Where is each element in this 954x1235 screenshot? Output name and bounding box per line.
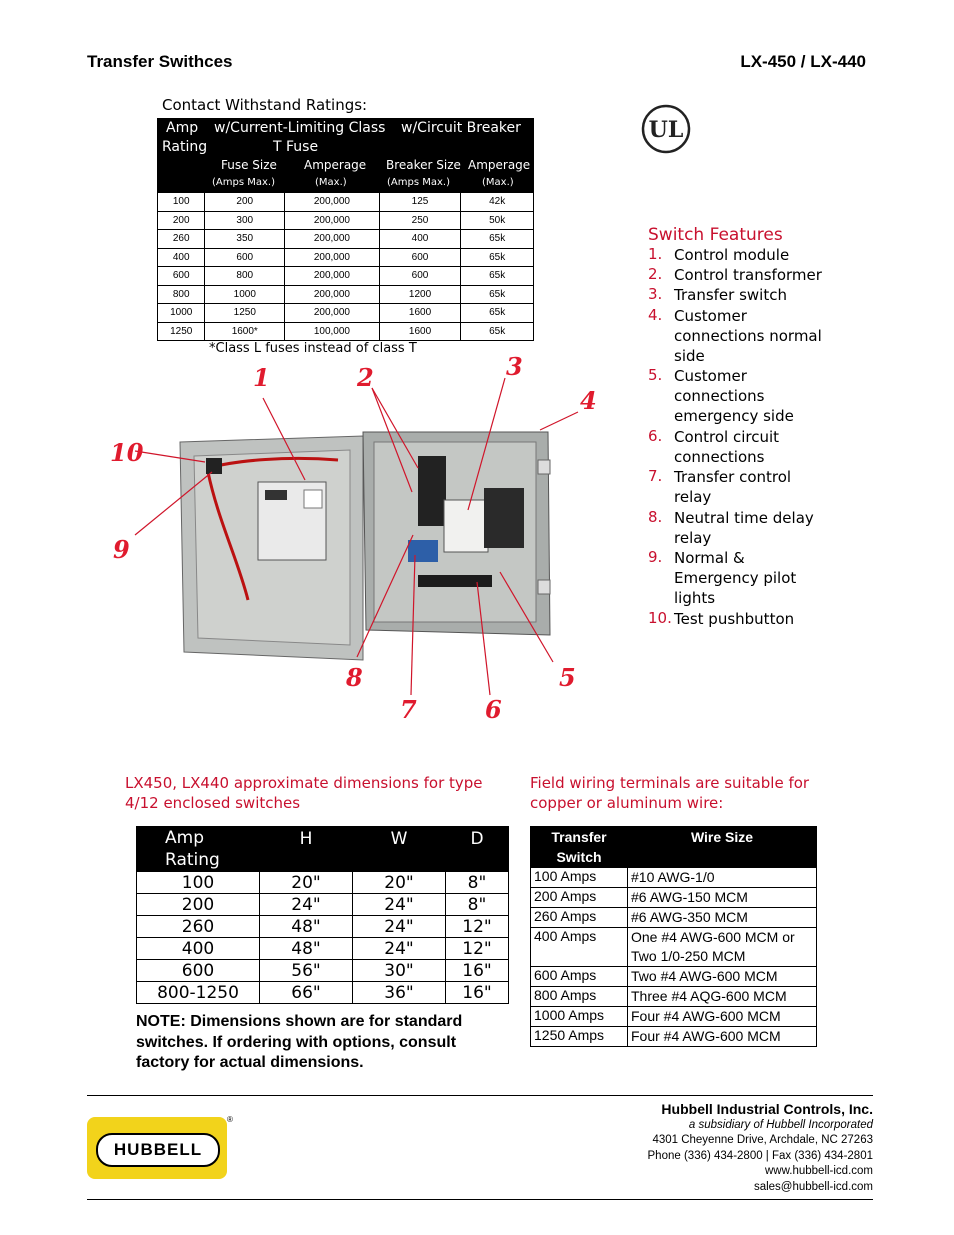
footer-phone: Phone (336) 434-2800 | Fax (336) 434-2801 [647,1150,873,1162]
wire-table-cell: 200 Amps [531,888,628,908]
contact-table-cell: 200,000 [285,285,380,304]
contact-table-cell: 65k [461,267,534,286]
dims-table-row [137,938,509,960]
wire-table-row [531,987,817,1007]
feature-text: Transfer control relay [674,468,792,507]
feature-text: Control circuit connections [674,427,780,466]
wire-table-cell: Four #4 AWG-600 MCM [628,1027,817,1047]
feature-number: 9. [648,548,663,566]
contact-table-cell: 300 [205,211,285,230]
wire-table-cell: One #4 AWG-600 MCM or Two 1/0-250 MCM [628,928,817,967]
contact-table-cell: 400 [379,230,461,249]
callout-5: 5 [559,663,576,692]
wire-table-cell: 260 Amps [531,908,628,928]
contact-table-cell: 50k [461,211,534,230]
dims-table-cell: 260 [137,916,260,938]
contact-table-cell: 100,000 [285,322,380,341]
dims-table-cell: 24" [260,894,353,916]
feature-number: 2. [648,265,663,284]
dims-table-cell: 24" [353,894,446,916]
wire-table-cell: 600 Amps [531,967,628,987]
wire-table-cell: Four #4 AWG-600 MCM [628,1007,817,1027]
contact-table-cell: 260 [158,230,205,249]
contact-table-cell: 200,000 [285,230,380,249]
contact-footnote: *Class L fuses instead of class T [209,341,417,356]
callout-10: 10 [110,438,144,467]
contact-table-cell: 600 [379,267,461,286]
wire-table-cell: 1000 Amps [531,1007,628,1027]
dims-table-cell: 100 [137,872,260,894]
dims-table-cell: 800-1250 [137,982,260,1004]
features-title: Switch Features [648,225,783,245]
feature-text: Neutral time delay relay [674,508,814,547]
contact-table-cell: 200,000 [285,267,380,286]
wire-table-cell: 100 Amps [531,868,628,888]
contact-table-cell: 600 [205,248,285,267]
dims-table-cell: 600 [137,960,260,982]
contact-table-cell: 400 [158,248,205,267]
callout-1: 1 [253,363,270,392]
callout-4: 4 [580,386,597,415]
dims-table-cell: 16" [446,982,509,1004]
footer-company: Hubbell Industrial Controls, Inc. [661,1101,873,1117]
callout-7: 7 [400,695,417,724]
feature-text: Customer connections normal side [674,306,822,365]
contact-table-cell: 42k [461,193,534,212]
wire-table-row [531,1007,817,1027]
wire-table-row [531,928,817,967]
feature-text: Control transformer [674,266,822,285]
contact-table-cell: 65k [461,285,534,304]
contact-table-cell: 65k [461,230,534,249]
contact-table-cell: 1600 [379,322,461,341]
dims-table-cell: 20" [353,872,446,894]
contact-table-cell: 1600* [205,322,285,341]
contact-table-cell: 65k [461,304,534,323]
callout-3: 3 [506,352,523,381]
footer-bottom-rule [87,1199,873,1200]
dims-table-cell: 24" [353,916,446,938]
feature-number: 10. [648,608,672,627]
registered-mark: ® [227,1115,233,1124]
feature-number: 8. [648,507,663,526]
contact-table-cell: 65k [461,248,534,267]
wire-table-cell: Two #4 AWG-600 MCM [628,967,817,987]
contact-table-cell: 200,000 [285,193,380,212]
contact-table-cell: 200,000 [285,304,380,323]
wire-table-cell: 400 Amps [531,928,628,967]
dims-table-row [137,960,509,982]
page-left-title: Transfer Swithces [87,52,233,71]
wire-table-cell: #10 AWG-1/0 [628,868,817,888]
footer-address: 4301 Cheyenne Drive, Archdale, NC 27263 [652,1134,873,1146]
feature-number: 7. [648,467,663,486]
contact-table-cell: 250 [379,211,461,230]
page-right-title: LX-450 / LX-440 [740,52,866,71]
contact-table-cell: 800 [205,267,285,286]
contact-table-cell: 200 [158,211,205,230]
contact-table-cell: 1200 [379,285,461,304]
dims-table-cell: 20" [260,872,353,894]
dims-table-row [137,894,509,916]
dims-table-row [137,916,509,938]
feature-text: Customer connections emergency side [674,367,794,426]
feature-text: Control module [674,246,790,264]
contact-table-cell: 350 [205,230,285,249]
wire-table-row [531,908,817,928]
wire-table-row [531,868,817,888]
contact-table-cell: 600 [158,267,205,286]
wire-table-row [531,888,817,908]
contact-table-cell: 125 [379,193,461,212]
callout-2: 2 [357,363,374,392]
callout-8: 8 [346,663,363,692]
wire-table-cell: 1250 Amps [531,1027,628,1047]
wire-table-row [531,1027,817,1047]
wire-table-row [531,967,817,987]
contact-table-cell: 200 [205,193,285,212]
dims-table-cell: 400 [137,938,260,960]
dims-table-cell: 12" [446,916,509,938]
contact-table-title: Contact Withstand Ratings: [162,96,368,114]
feature-text: Transfer switch [674,286,787,305]
footer-email-link[interactable]: sales@hubbell-icd.com [753,1181,873,1193]
contact-table-cell: 800 [158,285,205,304]
contact-table-cell: 1000 [158,304,205,323]
dims-table-row [137,982,509,1004]
dims-table-cell: 56" [260,960,353,982]
wiring-caption: Field wiring terminals are suitable for copper or aluminum wire: [530,774,810,812]
dims-note: NOTE: Dimensions shown are for standard switches. If ordering with options, consult factory for actual dimensions. [136,1013,463,1071]
svg-text:UL: UL [648,117,684,143]
dimensions-table: Amp Rating H W D 100 20" 20" 8" 200 24" 24" 8" 260 48" 24" 12" 400 48" 24" 12" 600 56" 30" 16" 800-1250 66" 36" 16" [136,826,509,1004]
wire-table-cell: Three #4 AQG-600 MCM [628,987,817,1007]
dims-caption: LX450, LX440 approximate dimensions for type 4/12 enclosed switches [125,774,483,812]
feature-number: 4. [648,305,663,324]
callout-9: 9 [113,535,130,564]
footer-website-link[interactable]: www.hubbell-icd.com [764,1165,873,1177]
contact-table-cell: 1250 [205,304,285,323]
contact-table-cell: 600 [379,248,461,267]
footer-top-rule [87,1095,873,1096]
feature-text: Normal & Emergency pilot lights [674,549,797,607]
contact-table-cell: 1250 [158,322,205,341]
dims-table-cell: 8" [446,872,509,894]
dims-table-cell: 48" [260,938,353,960]
hubbell-logo: HUBBELL [87,1117,227,1179]
feature-number: 3. [648,285,663,304]
dims-table-cell: 66" [260,982,353,1004]
footer-subsidiary: a subsidiary of Hubbell Incorporated [688,1119,873,1131]
dims-table-cell: 200 [137,894,260,916]
contact-table-cell: 1000 [205,285,285,304]
contact-table-cell: 100 [158,193,205,212]
dims-table-cell: 16" [446,960,509,982]
contact-table-cell: 200,000 [285,248,380,267]
contact-table-cell: 1600 [379,304,461,323]
dims-table-cell: 12" [446,938,509,960]
dims-table-cell: 24" [353,938,446,960]
dims-table-cell: 8" [446,894,509,916]
dims-table-row [137,872,509,894]
callout-6: 6 [485,695,502,724]
wire-size-table: Transfer Switch Wire Size 100 Amps #10 AWG-1/0 200 Amps #6 AWG-150 MCM 260 Amps #6 AWG-350 MCM 400 Amps One #4 AWG-600 MCM or Two 1/0-250 MCM 600 Amps Two #4 AWG-600 MCM 800 Amps Three #4 AQG-600 MCM 1000 Amps Four #4 AWG-600 MCM 1250 Amps Four #4 AWG-600 MCM [530,826,817,1047]
contact-table-cell: 200,000 [285,211,380,230]
contact-table-cell: 65k [461,322,534,341]
wire-table-cell: #6 AWG-350 MCM [628,908,817,928]
feature-text: Test pushbutton [674,609,795,628]
feature-number: 1. [648,245,663,263]
contact-table-header: Amp Rating w/Current-Limiting Class T Fuse w/Circuit Breaker Fuse Size (Amps Max.) Amperage (Max.) Breaker Size (Amps Max.) Amperage (Max.) [157,118,534,193]
feature-number: 6. [648,426,663,445]
feature-number: 5. [648,366,663,385]
wire-table-cell: #6 AWG-150 MCM [628,888,817,908]
wire-table-cell: 800 Amps [531,987,628,1007]
dims-table-cell: 30" [353,960,446,982]
dims-table-cell: 36" [353,982,446,1004]
dims-table-cell: 48" [260,916,353,938]
